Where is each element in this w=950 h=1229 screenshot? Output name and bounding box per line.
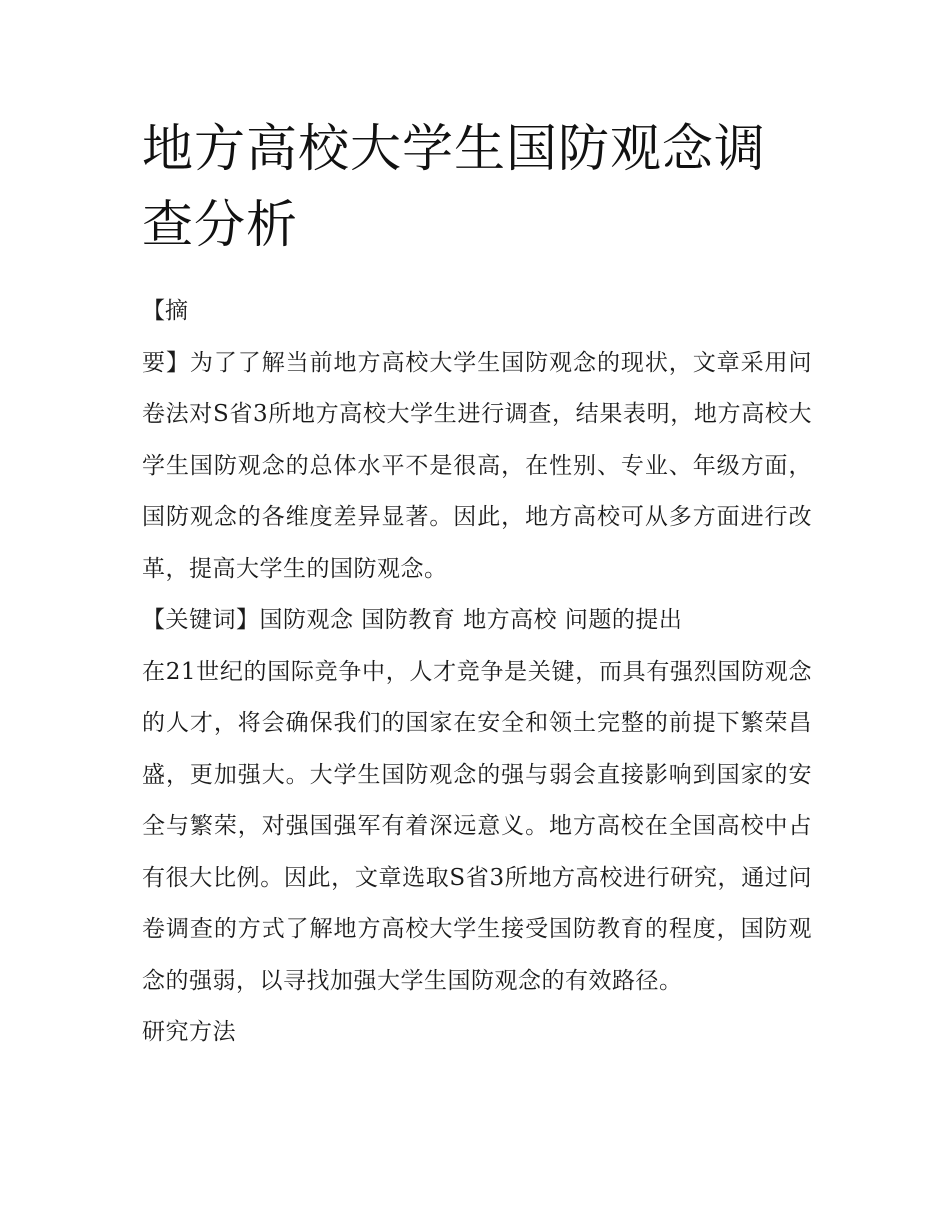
- document-page: [142, 112, 812, 1059]
- intro-paragraph: 在21世纪的国际竞争中，人才竞争是关键，而具有强烈国防观念的人才，将会确保我们的国家在安全和领土完整的前提下繁荣昌盛，更加强大。大学生国防观念的强与弱会直接影响到国家的安全与繁荣，对强国强军有着深远意义。地方高校在全国高校中占有很大比例。因此，文章选取S省3所地方高校进行研究，通过问卷调查的方式了解地方高校大学生接受国防教育的程度，国防观念的强弱，以寻找加强大学生国防观念的有效路径。: [142, 658, 812, 994]
- document-title: 地方高校大学生国防观念调查分析: [142, 120, 767, 255]
- keywords-line: 【关键词】国防观念 国防教育 地方高校 问题的提出: [142, 607, 683, 633]
- abstract-body: 要】为了了解当前地方高校大学生国防观念的现状，文章采用问卷法对S省3所地方高校大学生进行调查，结果表明，地方高校大学生国防观念的总体水平不是很高，在性别、专业、年级方面，国防观念的各维度差异显著。因此，地方高校可从多方面进行改革，提高大学生的国防观念。: [142, 349, 812, 582]
- section-heading: 研究方法: [142, 1019, 236, 1045]
- abstract-heading: 【摘: [142, 298, 188, 324]
